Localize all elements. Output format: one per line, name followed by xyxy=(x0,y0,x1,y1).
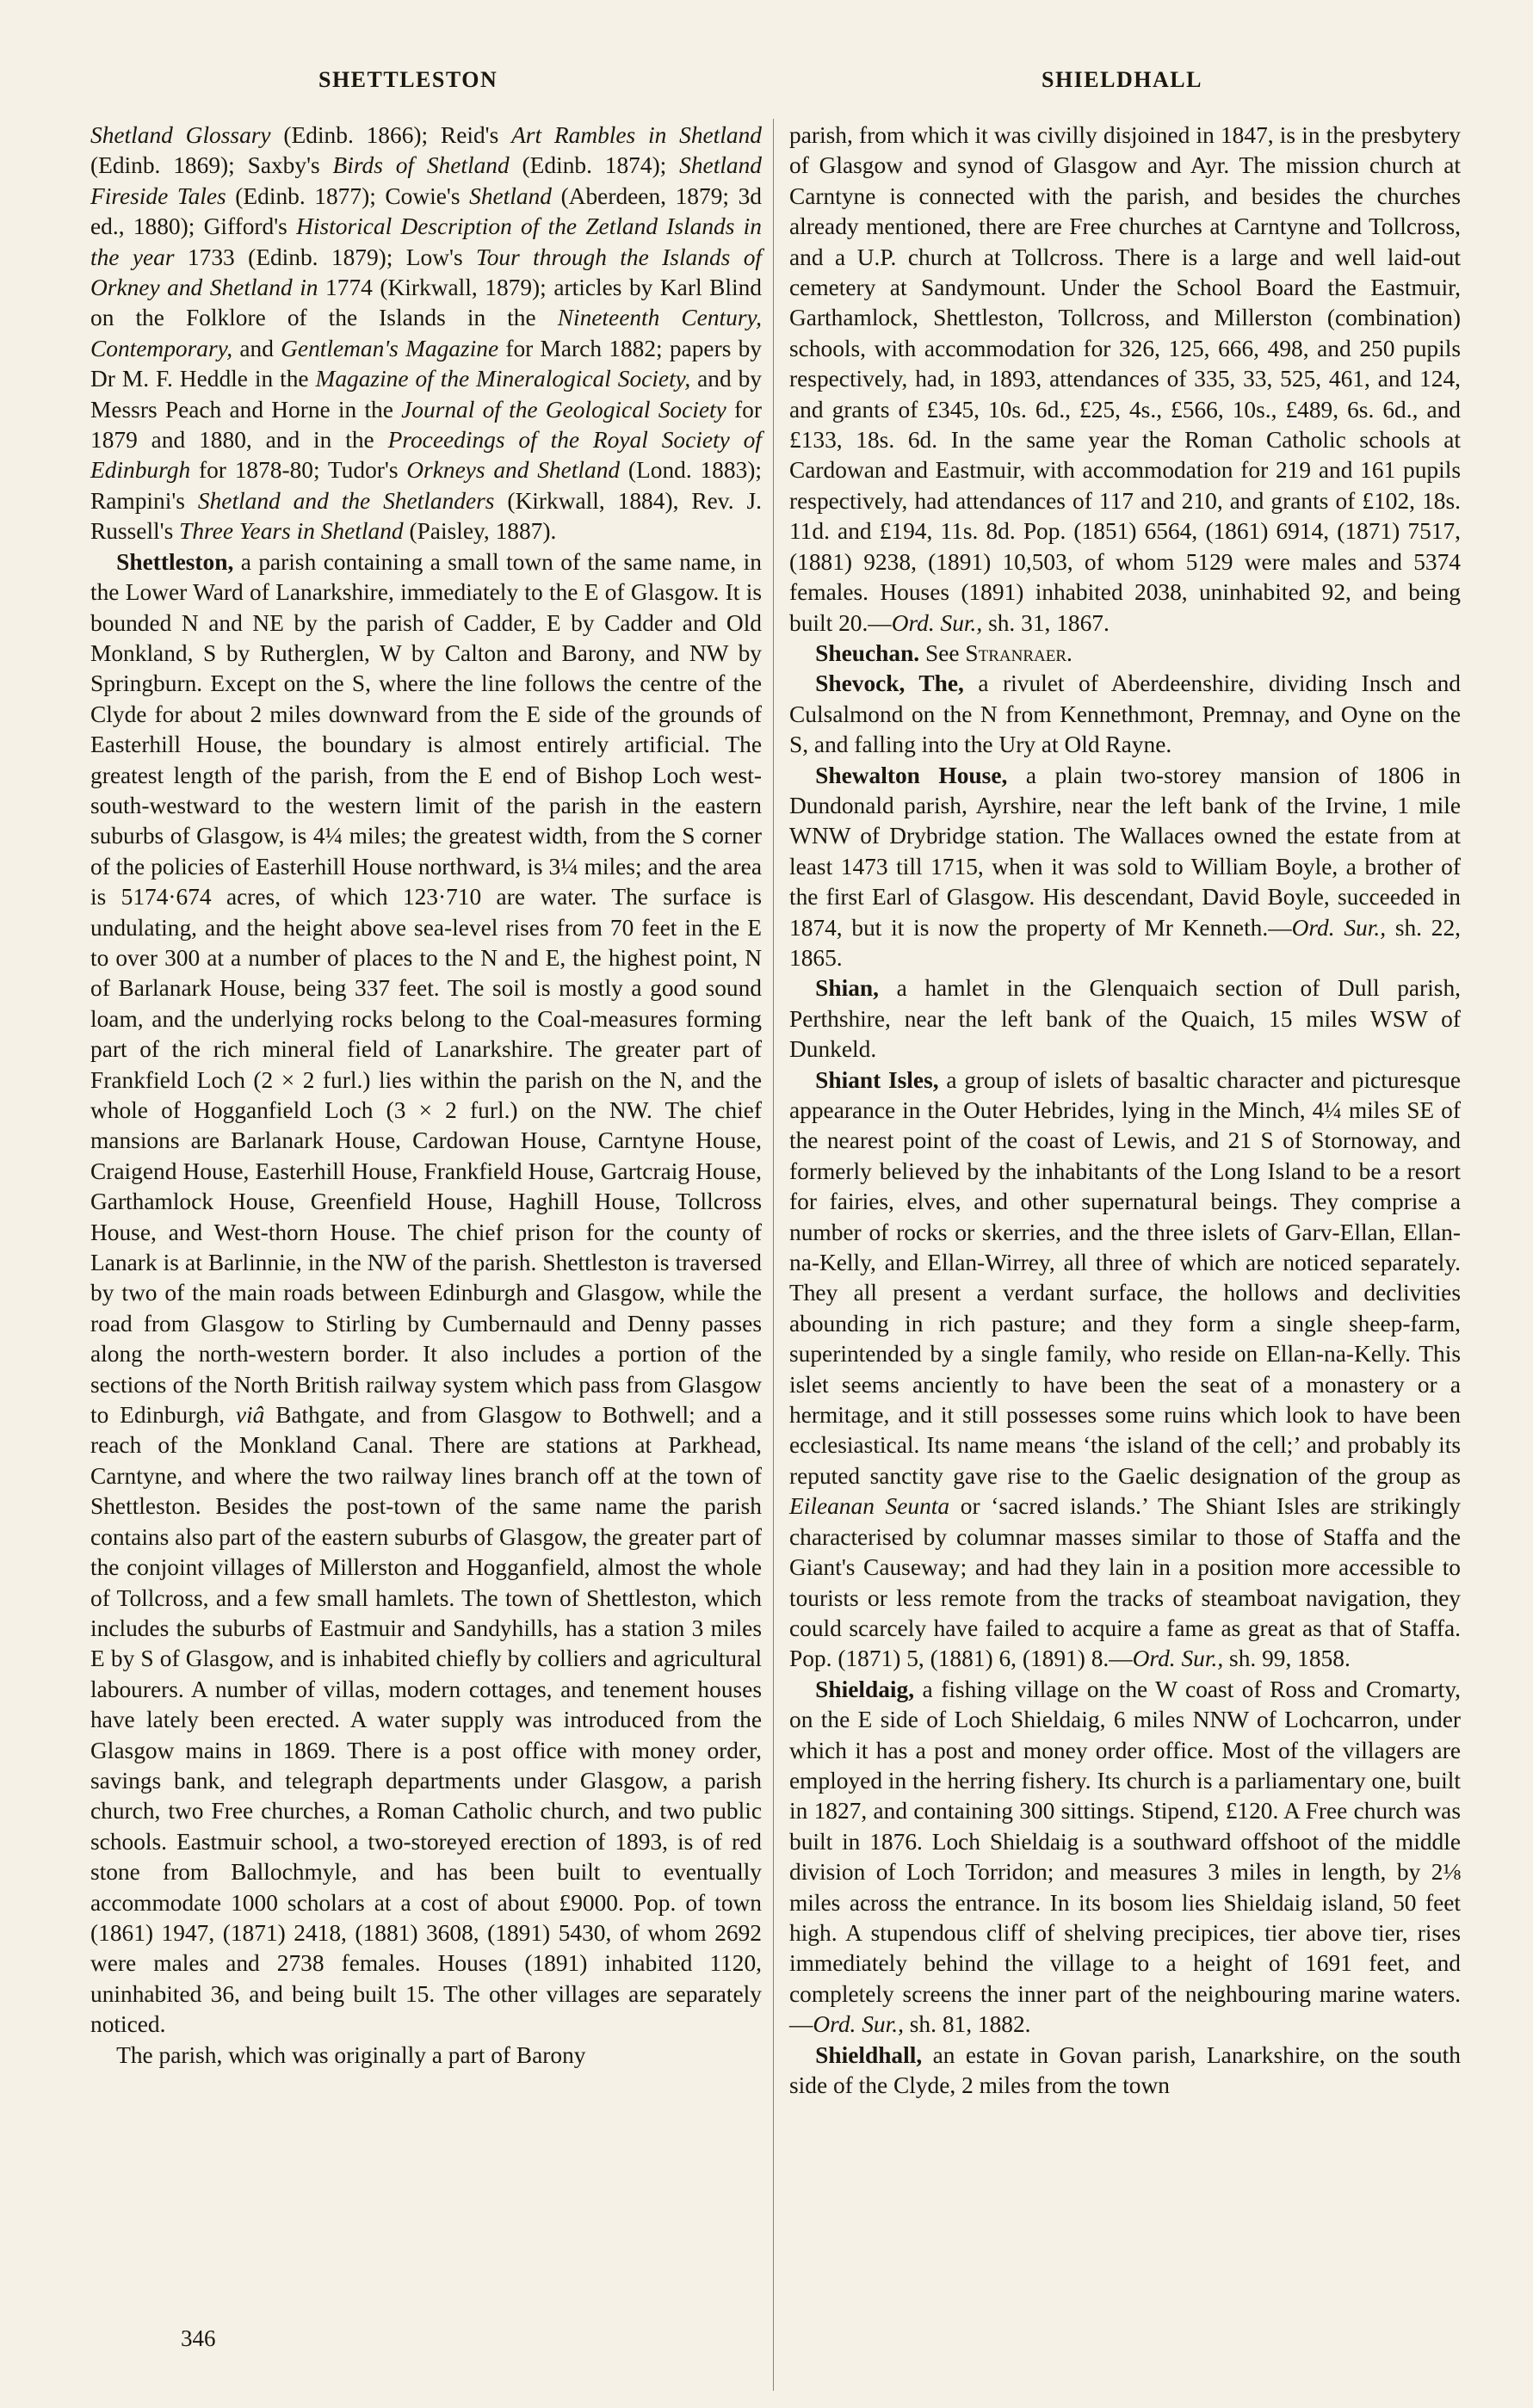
work-title: Shetland Glossary xyxy=(90,122,271,148)
entry-headword: Shettleston, xyxy=(116,548,234,575)
work-title: Journal of the Geological Society xyxy=(401,396,726,423)
running-head-left: SHETTLESTON xyxy=(318,67,498,92)
running-head-right: SHIELDHALL xyxy=(1042,67,1202,92)
bibliography-paragraph: Shetland Glossary (Edinb. 1866); Reid's Art Rambles in Shetland (Edinb. 1869); Saxby's Birds of Shetland (Edinb. 1874); Shetland Fireside Tales (Edinb. 1877); Cowie's Shetland (Aberdeen, 1879; 3d ed., 1880); Gifford's Historical Description of the Zetland Islands in the year 1733 (Edinb. 1879); Low's Tour through the Islands of Orkney and Shetland in 1774 (Kirkwall, 1879); articles by Karl Blind on the Folklore of the Islands in the Nineteenth Century, Contemporary, and Gentleman's Magazine for March 1882; papers by Dr M. F. Heddle in the Magazine of the Mineralogical Society, and by Messrs Peach and Horne in the Journal of the Geological Society for 1879 and 1880, and in the Proceedings of the Royal Society of Edinburgh for 1878-80; Tudor's Orkneys and Shetland (Lond. 1883); Rampini's Shetland and the Shetlanders (Kirkwall, 1884), Rev. J. Russell's Three Years in Shetland (Paisley, 1887). xyxy=(90,122,763,545)
work-title: Nineteenth Century, Contemporary, xyxy=(90,305,762,361)
entry-shettleston-parish: The parish, which was originally a part of Barony xyxy=(116,2041,586,2068)
entry-shettleston-continued: parish, from which it was civilly disjoined in 1847, is in the presbytery of Glasgow and synod of Glasgow and Ayr. The mission church at Carntyne is connected with the parish, and besides the churches already mentioned, there are Free churches at Carntyne and Tollcross, and a U.P. church at Tollcross. There is a large and well laid-out cemetery at Sandymount. Under the School Board the Eastmuir, Garthamlock, Shettleston, Tollcross, and Millerston (combination) schools, with accommodation for 326, 125, 666, 498, and 250 pupils respectively, had, in 1893, attendances of 335, 33, 525, 461, and 124, and grants of £345, 10s. 6d., £25, 4s., £566, 10s., £489, 6s. 6d., and £133, 18s. 6d. In the same year the Roman Catholic schools at Cardowan and Eastmuir, with accommodation for 219 and 161 pupils respectively, had attendances of 117 and 210, and grants of £102, 18s. 11d. and £194, 11s. 8d. Pop. (1851) 6564, (1861) 6914, (1871) 7517, (1881) 9238, (1891) 10,503, of whom 5129 were males and 5374 females. Houses (1891) inhabited 2038, uninhabited 92, and being built 20.—Ord. Sur., sh. 31, 1867. xyxy=(789,122,1461,636)
column-divider xyxy=(773,119,774,2391)
work-title: Orkneys and Shetland xyxy=(406,457,621,484)
work-title: Three Years in Shetland xyxy=(179,518,404,545)
entry-sheuchan: Sheuchan. See Stranraer. xyxy=(815,639,1072,666)
work-title: Proceedings of the Royal Society of Edinburgh xyxy=(90,427,762,484)
entry-shian: Shian, a hamlet in the Glenquaich section of Dull parish, Perthshire, near the left bank of the Quaich, 15 miles WSW of Dunkeld. xyxy=(789,975,1461,1063)
page-number: 346 xyxy=(181,2325,216,2351)
work-title: Birds of Shetland xyxy=(332,152,510,179)
work-title: Shetland xyxy=(469,182,552,209)
entry-headword: Shian, xyxy=(815,975,879,1002)
entry-shevock: Shevock, The, a rivulet of Aberdeenshire, dividing Insch and Culsalmond on the N from Kennethmont, Premnay, and Oyne on the S, and falling into the Ury at Old Rayne. xyxy=(789,670,1461,758)
entry-headword: Shiant Isles, xyxy=(815,1066,939,1093)
cross-reference: Stranraer. xyxy=(965,639,1072,666)
entry-headword: Sheuchan. xyxy=(815,639,920,666)
entry-shewalton-house: Shewalton House, a plain two-storey mansion of 1806 in Dundonald parish, Ayrshire, near the left bank of the Irvine, 1 mile WNW of Drybridge station. The Wallaces owned the estate from at least 1473 till 1715, when it was sold to William Boyle, a brother of the first Earl of Glasgow. His descendant, David Boyle, succeeded in 1874, but it is now the property of Mr Kenneth.—Ord. Sur., sh. 22, 1865. xyxy=(789,762,1462,971)
entry-shettleston: Shettleston, a parish containing a small town of the same name, in the Lower Ward of Lanarkshire, immediately to the E of Glasgow. It is bounded N and NE by the parish of Cadder, E by Cadder and Old Monkland, S by Rutherglen, W by Calton and Barony, and NW by Springburn. Except on the S, where the line follows the centre of the Clyde for about 2 miles downward from the E side of the grounds of Easterhill House, the boundary is almost entirely artificial. The greatest length of the parish, from the E end of Bishop Loch west-south-westward to the western limit of the parish in the eastern suburbs of Glasgow, is 4¼ miles; the greatest width, from the S corner of the policies of Easterhill House northward, is 3¼ miles; and the area is 5174·674 acres, of which 123·710 are water. The surface is undulating, and the height above sea-level rises from 70 feet in the E to over 300 at a number of places to the N and E, the highest point, N of Barlanark House, being 337 feet. The soil is mostly a good sound loam, and the underlying rocks belong to the Coal-measures forming part of the rich mineral field of Lanarkshire. The greater part of Frankfield Loch (2 × 2 furl.) lies within the parish on the N, and the whole of Hogganfield Loch (3 × 2 furl.) on the NW. The chief mansions are Barlanark House, Cardowan House, Carntyne House, Craigend House, Easterhill House, Frankfield House, Gartcraig House, Garthamlock House, Greenfield House, Haghill House, Tollcross House, and West-thorn House. The chief prison for the county of Lanark is at Barlinnie, in the NW of the parish. Shettleston is traversed by two of the main roads between Edinburgh and Glasgow, while the road from Glasgow to Stirling by Cumbernauld and Denny passes along the north-western border. It also includes a portion of the sections of the North British railway system which pass from Glasgow to Edinburgh, viâ Bathgate, and from Glasgow to Bothwell; and a reach of the Monkland Canal. There are stations at Parkhead, Carntyne, and where the two railway lines branch off at the town of Shettleston. Besides the post-town of the same name the parish contains also part of the eastern suburbs of Glasgow, the greater part of the conjoint villages of Millerston and Hogganfield, almost the whole of Tollcross, and a few small hamlets. The town of Shettleston, which includes the suburbs of Eastmuir and Sandyhills, has a station 3 miles E by S of Glasgow, and is inhabited chiefly by colliers and agricultural labourers. A number of villas, modern cottages, and tenement houses have lately been erected. A water supply was introduced from the Glasgow mains in 1869. There is a post office with money order, savings bank, and telegraph departments under Glasgow, a parish church, two Free churches, a Roman Catholic church, and two public schools. Eastmuir school, a two-storeyed erection of 1893, is of red stone from Ballochmyle, and has been built to eventually accommodate 1000 scholars at a cost of about £9000. Pop. of town (1861) 1947, (1871) 2418, (1881) 3608, (1891) 5430, of whom 2692 were males and 2738 females. Houses (1891) inhabited 1120, uninhabited 36, and being built 15. The other villages are separately noticed. xyxy=(90,548,762,2038)
left-column xyxy=(90,120,762,2071)
entry-shieldaig: Shieldaig, a fishing village on the W coast of Ross and Cromarty, on the E side of Loch Shieldaig, 6 miles NNW of Lochcarron, under which it has a post and money order office. Most of the villagers are employed in the herring fishery. Its church is a parliamentary one, built in 1827, and containing 300 sittings. Stipend, £120. A Free church was built in 1876. Loch Shieldaig is a southward offshoot of the middle division of Loch Torridon; and measures 3 miles in length, by 2⅛ miles across the entrance. In its bosom lies Shieldaig island, 50 feet high. A stupendous cliff of shelving precipices, tier above tier, rises immediately behind the village to a height of 1691 feet, and completely screens the inner part of the neighbouring marine waters.—Ord. Sur., sh. 81, 1882. xyxy=(789,1676,1461,2038)
work-title: Tour through the Islands of Orkney and Shetland in xyxy=(90,244,763,301)
work-title: Magazine of the Mineralogical Society, xyxy=(315,366,691,392)
work-title: Art Rambles in Shetland xyxy=(511,122,762,148)
entry-headword: Shieldaig, xyxy=(815,1676,915,1702)
work-title: Shetland and the Shetlanders xyxy=(197,487,495,514)
work-title: Historical Description of the Zetland Islands in the year xyxy=(90,213,762,270)
entry-headword: Shewalton House, xyxy=(815,762,1008,788)
entry-shiant-isles: Shiant Isles, a group of islets of basaltic character and picturesque appearance in the Outer Hebrides, lying in the Minch, 4¼ miles SE of the nearest point of the coast of Lewis, and 21 S of Stornoway, and formerly believed by the inhabitants of the Long Island to be a resort for fairies, elves, and other supernatural beings. They comprise a number of rocks or skerries, and the three islets of Garv-Ellan, Ellan-na-Kelly, and Ellan-Wirrey, all three of which are noticed separately. They all present a verdant surface, the hollows and declivities abounding in rich pasture; and they form a single sheep-farm, superintended by a single family, who reside on Ellan-na-Kelly. This islet seems anciently to have been the seat of a monastery or a hermitage, and it still possesses some ruins which look to have been ecclesiastical. Its name means ‘the island of the cell;’ and probably its reputed sanctity gave rise to the Gaelic designation of the group as Eileanan Seunta or ‘sacred islands.’ The Shiant Isles are strikingly characterised by columnar masses similar to those of Staffa and the Giant's Causeway; and had they lain in a position more accessible to tourists or less remote from the tracks of steamboat navigation, they could scarcely have failed to acquire a fame as great as that of Staffa. Pop. (1871) 5, (1881) 6, (1891) 8.—Ord. Sur., sh. 99, 1858. xyxy=(789,1066,1462,1672)
work-title: Gentleman's Magazine xyxy=(281,335,499,361)
entry-headword: Shevock, The, xyxy=(815,670,964,697)
work-title: Shetland Fireside Tales xyxy=(90,152,762,209)
entry-headword: Shieldhall, xyxy=(815,2041,923,2068)
entry-shieldhall: Shieldhall, an estate in Govan parish, Lanarkshire, on the south side of the Clyde, 2 miles from the town xyxy=(789,2041,1461,2098)
right-column xyxy=(789,120,1461,2101)
